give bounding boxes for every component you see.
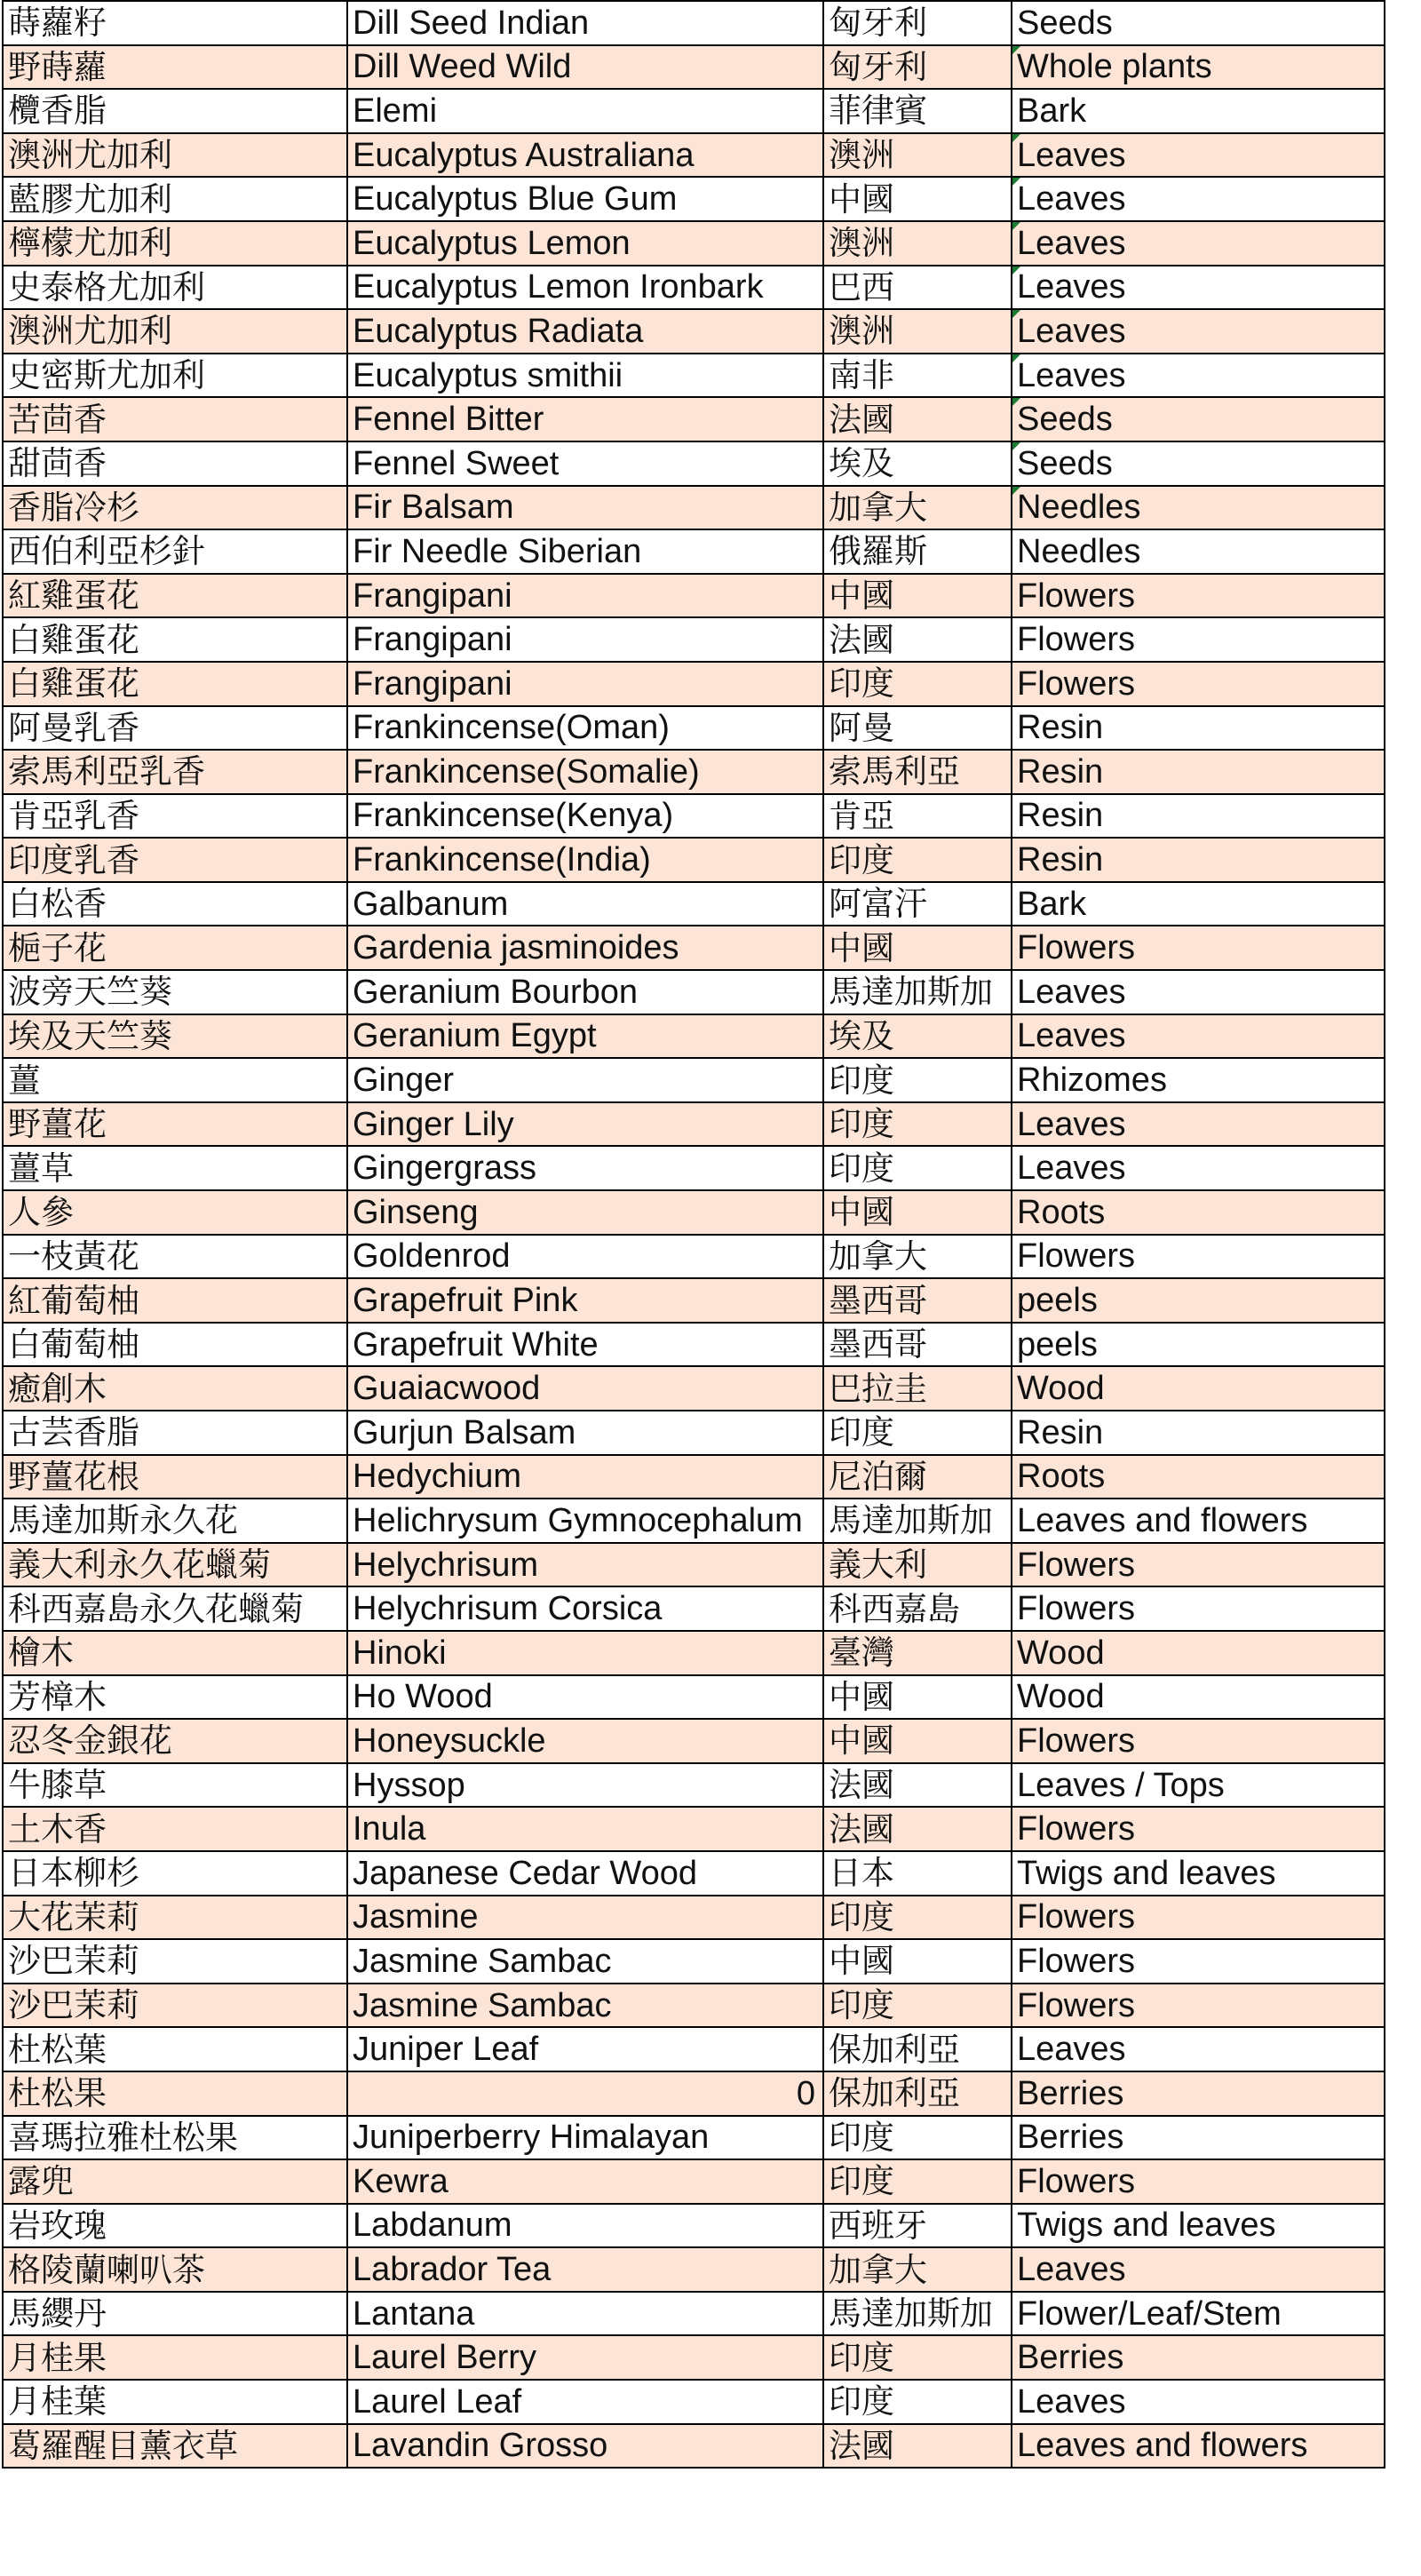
chinese-name-cell[interactable]: 沙巴茉莉 <box>3 1939 347 1984</box>
table-row <box>3 2116 1385 2160</box>
plant-part-cell[interactable]: Leaves <box>1012 177 1385 221</box>
table-row <box>3 1719 1385 1763</box>
english-name-cell[interactable]: Ginger <box>347 1058 823 1102</box>
origin-cell[interactable]: 埃及 <box>823 441 1012 486</box>
origin-cell[interactable]: 俄羅斯 <box>823 529 1012 574</box>
plant-part-cell[interactable]: Needles <box>1012 529 1385 574</box>
origin-cell[interactable]: 巴西 <box>823 266 1012 310</box>
plant-part-cell[interactable]: Seeds <box>1012 397 1385 441</box>
table-row <box>3 133 1385 178</box>
origin-cell[interactable]: 科西嘉島 <box>823 1586 1012 1631</box>
plant-part-cell[interactable]: Flowers <box>1012 926 1385 970</box>
origin-cell[interactable]: 印度 <box>823 1411 1012 1455</box>
english-name-cell[interactable]: Inula <box>347 1807 823 1851</box>
origin-cell[interactable]: 臺灣 <box>823 1631 1012 1675</box>
chinese-name-cell[interactable]: 史密斯尤加利 <box>3 354 347 398</box>
chinese-name-cell[interactable]: 野蒔蘿 <box>3 45 347 90</box>
chinese-name-cell[interactable]: 葛羅醒目薰衣草 <box>3 2424 347 2469</box>
origin-cell[interactable]: 印度 <box>823 1984 1012 2028</box>
table-row <box>3 1235 1385 1279</box>
table-row <box>3 1278 1385 1323</box>
chinese-name-cell[interactable]: 香脂冷杉 <box>3 486 347 530</box>
table-row <box>3 354 1385 398</box>
table-row <box>3 1455 1385 1499</box>
origin-cell[interactable]: 阿曼 <box>823 706 1012 751</box>
english-name-cell[interactable]: Juniperberry Himalayan <box>347 2116 823 2160</box>
origin-cell[interactable]: 加拿大 <box>823 2247 1012 2292</box>
table-row <box>3 45 1385 90</box>
english-name-cell[interactable]: Frankincense(Oman) <box>347 706 823 751</box>
plant-part-cell[interactable]: Leaves <box>1012 309 1385 354</box>
plant-part-cell[interactable]: Leaves <box>1012 266 1385 310</box>
plant-part-cell[interactable]: Leaves and flowers <box>1012 2424 1385 2469</box>
table-row <box>3 2335 1385 2380</box>
english-name-cell[interactable]: Labdanum <box>347 2204 823 2248</box>
plant-part-cell[interactable]: Flowers <box>1012 1807 1385 1851</box>
plant-part-cell[interactable]: Leaves <box>1012 2247 1385 2292</box>
table-row <box>3 221 1385 266</box>
chinese-name-cell[interactable]: 梔子花 <box>3 926 347 970</box>
origin-cell[interactable]: 尼泊爾 <box>823 1455 1012 1499</box>
table-row <box>3 1984 1385 2028</box>
origin-cell[interactable]: 馬達加斯加 <box>823 970 1012 1014</box>
chinese-name-cell[interactable]: 阿曼乳香 <box>3 706 347 751</box>
table-row <box>3 1366 1385 1411</box>
origin-cell[interactable]: 印度 <box>823 838 1012 882</box>
english-name-cell[interactable]: Hedychium <box>347 1455 823 1499</box>
origin-cell[interactable]: 印度 <box>823 1102 1012 1147</box>
plant-part-cell[interactable]: Leaves / Tops <box>1012 1763 1385 1808</box>
origin-cell[interactable]: 匈牙利 <box>823 1 1012 45</box>
plant-part-cell[interactable]: Roots <box>1012 1190 1385 1235</box>
plant-part-cell[interactable]: Flowers <box>1012 574 1385 618</box>
table-row <box>3 1323 1385 1367</box>
plant-part-cell[interactable]: Berries <box>1012 2071 1385 2116</box>
table-row <box>3 926 1385 970</box>
english-name-cell[interactable]: Dill Weed Wild <box>347 45 823 90</box>
chinese-name-cell[interactable]: 喜瑪拉雅杜松果 <box>3 2116 347 2160</box>
origin-cell[interactable]: 馬達加斯加 <box>823 1499 1012 1543</box>
table-row <box>3 1675 1385 1720</box>
origin-cell[interactable]: 匈牙利 <box>823 45 1012 90</box>
plant-part-cell[interactable]: Flowers <box>1012 617 1385 662</box>
chinese-name-cell[interactable]: 牛膝草 <box>3 1763 347 1808</box>
table-row <box>3 2027 1385 2071</box>
origin-cell[interactable]: 肯亞 <box>823 794 1012 839</box>
english-name-cell[interactable]: Eucalyptus Radiata <box>347 309 823 354</box>
origin-cell[interactable]: 印度 <box>823 2335 1012 2380</box>
plant-part-cell[interactable]: Leaves <box>1012 1102 1385 1147</box>
english-name-cell[interactable]: Frangipani <box>347 574 823 618</box>
table-row <box>3 2292 1385 2336</box>
chinese-name-cell[interactable]: 蒔蘿籽 <box>3 1 347 45</box>
plant-part-cell[interactable]: Leaves <box>1012 2027 1385 2071</box>
chinese-name-cell[interactable]: 肯亞乳香 <box>3 794 347 839</box>
table-row <box>3 1499 1385 1543</box>
chinese-name-cell[interactable]: 科西嘉島永久花蠟菊 <box>3 1586 347 1631</box>
origin-cell[interactable]: 中國 <box>823 177 1012 221</box>
plant-part-cell[interactable]: Flowers <box>1012 1719 1385 1763</box>
chinese-name-cell[interactable]: 薑 <box>3 1058 347 1102</box>
english-name-cell[interactable]: Fir Needle Siberian <box>347 529 823 574</box>
table-row <box>3 309 1385 354</box>
plant-part-cell[interactable]: Berries <box>1012 2116 1385 2160</box>
plant-part-cell[interactable]: Bark <box>1012 89 1385 133</box>
english-name-cell[interactable]: Goldenrod <box>347 1235 823 1279</box>
chinese-name-cell[interactable]: 日本柳杉 <box>3 1851 347 1896</box>
plant-part-cell[interactable]: Seeds <box>1012 441 1385 486</box>
origin-cell[interactable]: 法國 <box>823 617 1012 662</box>
english-name-cell[interactable]: Jasmine <box>347 1896 823 1940</box>
english-name-cell[interactable]: Laurel Leaf <box>347 2380 823 2424</box>
chinese-name-cell[interactable]: 檸檬尤加利 <box>3 221 347 266</box>
plant-part-cell[interactable]: Flower/Leaf/Stem <box>1012 2292 1385 2336</box>
english-name-cell[interactable]: Helichrysum Gymnocephalum <box>347 1499 823 1543</box>
english-name-cell[interactable]: Gurjun Balsam <box>347 1411 823 1455</box>
english-name-cell[interactable]: Geranium Bourbon <box>347 970 823 1014</box>
table-row <box>3 1763 1385 1808</box>
english-name-cell[interactable]: Lantana <box>347 2292 823 2336</box>
origin-cell[interactable]: 中國 <box>823 926 1012 970</box>
table-row <box>3 529 1385 574</box>
origin-cell[interactable]: 加拿大 <box>823 1235 1012 1279</box>
plant-part-cell[interactable]: Roots <box>1012 1455 1385 1499</box>
plant-part-cell[interactable]: Leaves <box>1012 970 1385 1014</box>
origin-cell[interactable]: 澳洲 <box>823 133 1012 178</box>
table-row <box>3 266 1385 310</box>
origin-cell[interactable]: 印度 <box>823 2116 1012 2160</box>
chinese-name-cell[interactable]: 波旁天竺葵 <box>3 970 347 1014</box>
essential-oil-table <box>2 0 1385 2469</box>
origin-cell[interactable]: 澳洲 <box>823 221 1012 266</box>
chinese-name-cell[interactable]: 古芸香脂 <box>3 1411 347 1455</box>
chinese-name-cell[interactable]: 岩玫瑰 <box>3 2204 347 2248</box>
chinese-name-cell[interactable]: 西伯利亞杉針 <box>3 529 347 574</box>
chinese-name-cell[interactable]: 甜茴香 <box>3 441 347 486</box>
plant-part-cell[interactable]: Resin <box>1012 750 1385 794</box>
origin-cell[interactable]: 印度 <box>823 1146 1012 1190</box>
chinese-name-cell[interactable]: 埃及天竺葵 <box>3 1014 347 1059</box>
origin-cell[interactable]: 中國 <box>823 1939 1012 1984</box>
english-name-cell[interactable]: Jasmine Sambac <box>347 1984 823 2028</box>
origin-cell[interactable]: 法國 <box>823 1763 1012 1808</box>
chinese-name-cell[interactable]: 白雞蛋花 <box>3 662 347 706</box>
chinese-name-cell[interactable]: 人參 <box>3 1190 347 1235</box>
english-name-cell[interactable]: Frankincense(Somalie) <box>347 750 823 794</box>
origin-cell[interactable]: 法國 <box>823 1807 1012 1851</box>
plant-part-cell[interactable]: peels <box>1012 1323 1385 1367</box>
table-row <box>3 1586 1385 1631</box>
english-name-cell[interactable]: Frankincense(Kenya) <box>347 794 823 839</box>
chinese-name-cell[interactable]: 馬纓丹 <box>3 2292 347 2336</box>
plant-part-cell[interactable]: Flowers <box>1012 662 1385 706</box>
plant-part-cell[interactable]: Leaves <box>1012 354 1385 398</box>
chinese-name-cell[interactable]: 檜木 <box>3 1631 347 1675</box>
origin-cell[interactable]: 澳洲 <box>823 309 1012 354</box>
table-row <box>3 1939 1385 1984</box>
origin-cell[interactable]: 中國 <box>823 1675 1012 1720</box>
plant-part-cell[interactable]: Needles <box>1012 486 1385 530</box>
table-row <box>3 2071 1385 2116</box>
origin-cell[interactable]: 保加利亞 <box>823 2027 1012 2071</box>
chinese-name-cell[interactable]: 印度乳香 <box>3 838 347 882</box>
origin-cell[interactable]: 墨西哥 <box>823 1278 1012 1323</box>
table-row <box>3 177 1385 221</box>
chinese-name-cell[interactable]: 澳洲尤加利 <box>3 133 347 178</box>
origin-cell[interactable]: 中國 <box>823 1719 1012 1763</box>
origin-cell[interactable]: 菲律賓 <box>823 89 1012 133</box>
english-name-cell[interactable]: Juniper Leaf <box>347 2027 823 2071</box>
plant-part-cell[interactable]: Wood <box>1012 1631 1385 1675</box>
chinese-name-cell[interactable]: 露兜 <box>3 2159 347 2204</box>
table-row <box>3 397 1385 441</box>
english-name-cell[interactable]: Eucalyptus smithii <box>347 354 823 398</box>
english-name-cell[interactable]: Kewra <box>347 2159 823 2204</box>
origin-cell[interactable]: 法國 <box>823 2424 1012 2469</box>
table-row <box>3 2380 1385 2424</box>
english-name-cell[interactable]: Helychrisum <box>347 1543 823 1587</box>
english-name-cell[interactable]: Gingergrass <box>347 1146 823 1190</box>
table-row <box>3 1411 1385 1455</box>
origin-cell[interactable]: 保加利亞 <box>823 2071 1012 2116</box>
chinese-name-cell[interactable]: 藍膠尤加利 <box>3 177 347 221</box>
plant-part-cell[interactable]: Resin <box>1012 1411 1385 1455</box>
chinese-name-cell[interactable]: 土木香 <box>3 1807 347 1851</box>
plant-part-cell[interactable]: Wood <box>1012 1366 1385 1411</box>
table-row <box>3 89 1385 133</box>
plant-part-cell[interactable]: Flowers <box>1012 1586 1385 1631</box>
table-row <box>3 1896 1385 1940</box>
english-name-cell[interactable]: Gardenia jasminoides <box>347 926 823 970</box>
origin-cell[interactable]: 印度 <box>823 1058 1012 1102</box>
english-name-cell[interactable]: Geranium Egypt <box>347 1014 823 1059</box>
origin-cell[interactable]: 日本 <box>823 1851 1012 1896</box>
english-name-cell[interactable]: Frangipani <box>347 617 823 662</box>
plant-part-cell[interactable]: Flowers <box>1012 1984 1385 2028</box>
english-name-cell[interactable]: Lavandin Grosso <box>347 2424 823 2469</box>
table-row <box>3 2247 1385 2292</box>
table-row <box>3 970 1385 1014</box>
chinese-name-cell[interactable]: 索馬利亞乳香 <box>3 750 347 794</box>
origin-cell[interactable]: 加拿大 <box>823 486 1012 530</box>
english-name-cell[interactable]: Ho Wood <box>347 1675 823 1720</box>
origin-cell[interactable]: 法國 <box>823 397 1012 441</box>
table-row <box>3 838 1385 882</box>
table-row <box>3 2159 1385 2204</box>
chinese-name-cell[interactable]: 欖香脂 <box>3 89 347 133</box>
chinese-name-cell[interactable]: 野薑花根 <box>3 1455 347 1499</box>
english-name-cell[interactable]: Dill Seed Indian <box>347 1 823 45</box>
table-row <box>3 574 1385 618</box>
plant-part-cell[interactable]: Flowers <box>1012 1939 1385 1984</box>
origin-cell[interactable]: 馬達加斯加 <box>823 2292 1012 2336</box>
origin-cell[interactable]: 埃及 <box>823 1014 1012 1059</box>
origin-cell[interactable]: 巴拉圭 <box>823 1366 1012 1411</box>
plant-part-cell[interactable]: Whole plants <box>1012 45 1385 90</box>
chinese-name-cell[interactable]: 馬達加斯永久花 <box>3 1499 347 1543</box>
english-name-cell[interactable]: Galbanum <box>347 882 823 926</box>
table-row <box>3 1543 1385 1587</box>
plant-part-cell[interactable]: Resin <box>1012 838 1385 882</box>
plant-part-cell[interactable]: Flowers <box>1012 1543 1385 1587</box>
table-row <box>3 2204 1385 2248</box>
english-name-cell[interactable]: Fennel Sweet <box>347 441 823 486</box>
table-row <box>3 1102 1385 1147</box>
english-name-cell[interactable]: Jasmine Sambac <box>347 1939 823 1984</box>
english-name-cell[interactable]: Elemi <box>347 89 823 133</box>
chinese-name-cell[interactable]: 月桂果 <box>3 2335 347 2380</box>
english-name-cell[interactable]: 0 <box>347 2071 823 2116</box>
english-name-cell[interactable]: Eucalyptus Australiana <box>347 133 823 178</box>
table-row <box>3 1146 1385 1190</box>
english-name-cell[interactable]: Honeysuckle <box>347 1719 823 1763</box>
english-name-cell[interactable]: Japanese Cedar Wood <box>347 1851 823 1896</box>
table-row <box>3 1807 1385 1851</box>
table-row <box>3 706 1385 751</box>
chinese-name-cell[interactable]: 一枝黃花 <box>3 1235 347 1279</box>
english-name-cell[interactable]: Eucalyptus Lemon Ironbark <box>347 266 823 310</box>
chinese-name-cell[interactable]: 苦茴香 <box>3 397 347 441</box>
origin-cell[interactable]: 印度 <box>823 2159 1012 2204</box>
origin-cell[interactable]: 義大利 <box>823 1543 1012 1587</box>
english-name-cell[interactable]: Grapefruit Pink <box>347 1278 823 1323</box>
origin-cell[interactable]: 索馬利亞 <box>823 750 1012 794</box>
table-row <box>3 750 1385 794</box>
plant-part-cell[interactable]: Flowers <box>1012 1235 1385 1279</box>
plant-part-cell[interactable]: Leaves <box>1012 1014 1385 1059</box>
table-row <box>3 617 1385 662</box>
chinese-name-cell[interactable]: 芳樟木 <box>3 1675 347 1720</box>
table-row <box>3 794 1385 839</box>
origin-cell[interactable]: 南非 <box>823 354 1012 398</box>
chinese-name-cell[interactable]: 月桂葉 <box>3 2380 347 2424</box>
chinese-name-cell[interactable]: 杜松葉 <box>3 2027 347 2071</box>
english-name-cell[interactable]: Guaiacwood <box>347 1366 823 1411</box>
table-row <box>3 486 1385 530</box>
plant-part-cell[interactable]: Twigs and leaves <box>1012 2204 1385 2248</box>
origin-cell[interactable]: 阿富汗 <box>823 882 1012 926</box>
plant-part-cell[interactable]: Twigs and leaves <box>1012 1851 1385 1896</box>
plant-part-cell[interactable]: Seeds <box>1012 1 1385 45</box>
origin-cell[interactable]: 中國 <box>823 574 1012 618</box>
table-row <box>3 1014 1385 1059</box>
table-row <box>3 1 1385 45</box>
plant-part-cell[interactable]: Leaves <box>1012 2380 1385 2424</box>
english-name-cell[interactable]: Eucalyptus Lemon <box>347 221 823 266</box>
chinese-name-cell[interactable]: 忍冬金銀花 <box>3 1719 347 1763</box>
plant-part-cell[interactable]: Flowers <box>1012 2159 1385 2204</box>
plant-part-cell[interactable]: Leaves <box>1012 1146 1385 1190</box>
plant-part-cell[interactable]: peels <box>1012 1278 1385 1323</box>
english-name-cell[interactable]: Ginger Lily <box>347 1102 823 1147</box>
english-name-cell[interactable]: Eucalyptus Blue Gum <box>347 177 823 221</box>
origin-cell[interactable]: 印度 <box>823 1896 1012 1940</box>
origin-cell[interactable]: 印度 <box>823 2380 1012 2424</box>
chinese-name-cell[interactable]: 紅雞蛋花 <box>3 574 347 618</box>
english-name-cell[interactable]: Labrador Tea <box>347 2247 823 2292</box>
plant-part-cell[interactable]: Flowers <box>1012 1896 1385 1940</box>
plant-part-cell[interactable]: Bark <box>1012 882 1385 926</box>
table-row <box>3 1058 1385 1102</box>
plant-part-cell[interactable]: Wood <box>1012 1675 1385 1720</box>
chinese-name-cell[interactable]: 義大利永久花蠟菊 <box>3 1543 347 1587</box>
plant-part-cell[interactable]: Leaves and flowers <box>1012 1499 1385 1543</box>
chinese-name-cell[interactable]: 白雞蛋花 <box>3 617 347 662</box>
plant-part-cell[interactable]: Rhizomes <box>1012 1058 1385 1102</box>
table-row <box>3 882 1385 926</box>
table-row <box>3 1631 1385 1675</box>
english-name-cell[interactable]: Ginseng <box>347 1190 823 1235</box>
chinese-name-cell[interactable]: 杜松果 <box>3 2071 347 2116</box>
table-row <box>3 1851 1385 1896</box>
english-name-cell[interactable]: Grapefruit White <box>347 1323 823 1367</box>
english-name-cell[interactable]: Hyssop <box>347 1763 823 1808</box>
plant-part-cell[interactable]: Berries <box>1012 2335 1385 2380</box>
table-row <box>3 1190 1385 1235</box>
english-name-cell[interactable]: Frankincense(India) <box>347 838 823 882</box>
plant-part-cell[interactable]: Leaves <box>1012 133 1385 178</box>
chinese-name-cell[interactable]: 癒創木 <box>3 1366 347 1411</box>
chinese-name-cell[interactable]: 白松香 <box>3 882 347 926</box>
english-name-cell[interactable]: Fir Balsam <box>347 486 823 530</box>
chinese-name-cell[interactable]: 薑草 <box>3 1146 347 1190</box>
table-row <box>3 2424 1385 2469</box>
origin-cell[interactable]: 西班牙 <box>823 2204 1012 2248</box>
plant-part-cell[interactable]: Resin <box>1012 794 1385 839</box>
english-name-cell[interactable]: Hinoki <box>347 1631 823 1675</box>
chinese-name-cell[interactable]: 澳洲尤加利 <box>3 309 347 354</box>
plant-part-cell[interactable]: Resin <box>1012 706 1385 751</box>
english-name-cell[interactable]: Frangipani <box>347 662 823 706</box>
origin-cell[interactable]: 墨西哥 <box>823 1323 1012 1367</box>
chinese-name-cell[interactable]: 沙巴茉莉 <box>3 1984 347 2028</box>
origin-cell[interactable]: 印度 <box>823 662 1012 706</box>
chinese-name-cell[interactable]: 格陵蘭喇叭茶 <box>3 2247 347 2292</box>
chinese-name-cell[interactable]: 大花茉莉 <box>3 1896 347 1940</box>
english-name-cell[interactable]: Fennel Bitter <box>347 397 823 441</box>
english-name-cell[interactable]: Helychrisum Corsica <box>347 1586 823 1631</box>
table-row <box>3 441 1385 486</box>
table-row <box>3 662 1385 706</box>
english-name-cell[interactable]: Laurel Berry <box>347 2335 823 2380</box>
chinese-name-cell[interactable]: 史泰格尤加利 <box>3 266 347 310</box>
chinese-name-cell[interactable]: 白葡萄柚 <box>3 1323 347 1367</box>
chinese-name-cell[interactable]: 野薑花 <box>3 1102 347 1147</box>
origin-cell[interactable]: 中國 <box>823 1190 1012 1235</box>
chinese-name-cell[interactable]: 紅葡萄柚 <box>3 1278 347 1323</box>
plant-part-cell[interactable]: Leaves <box>1012 221 1385 266</box>
